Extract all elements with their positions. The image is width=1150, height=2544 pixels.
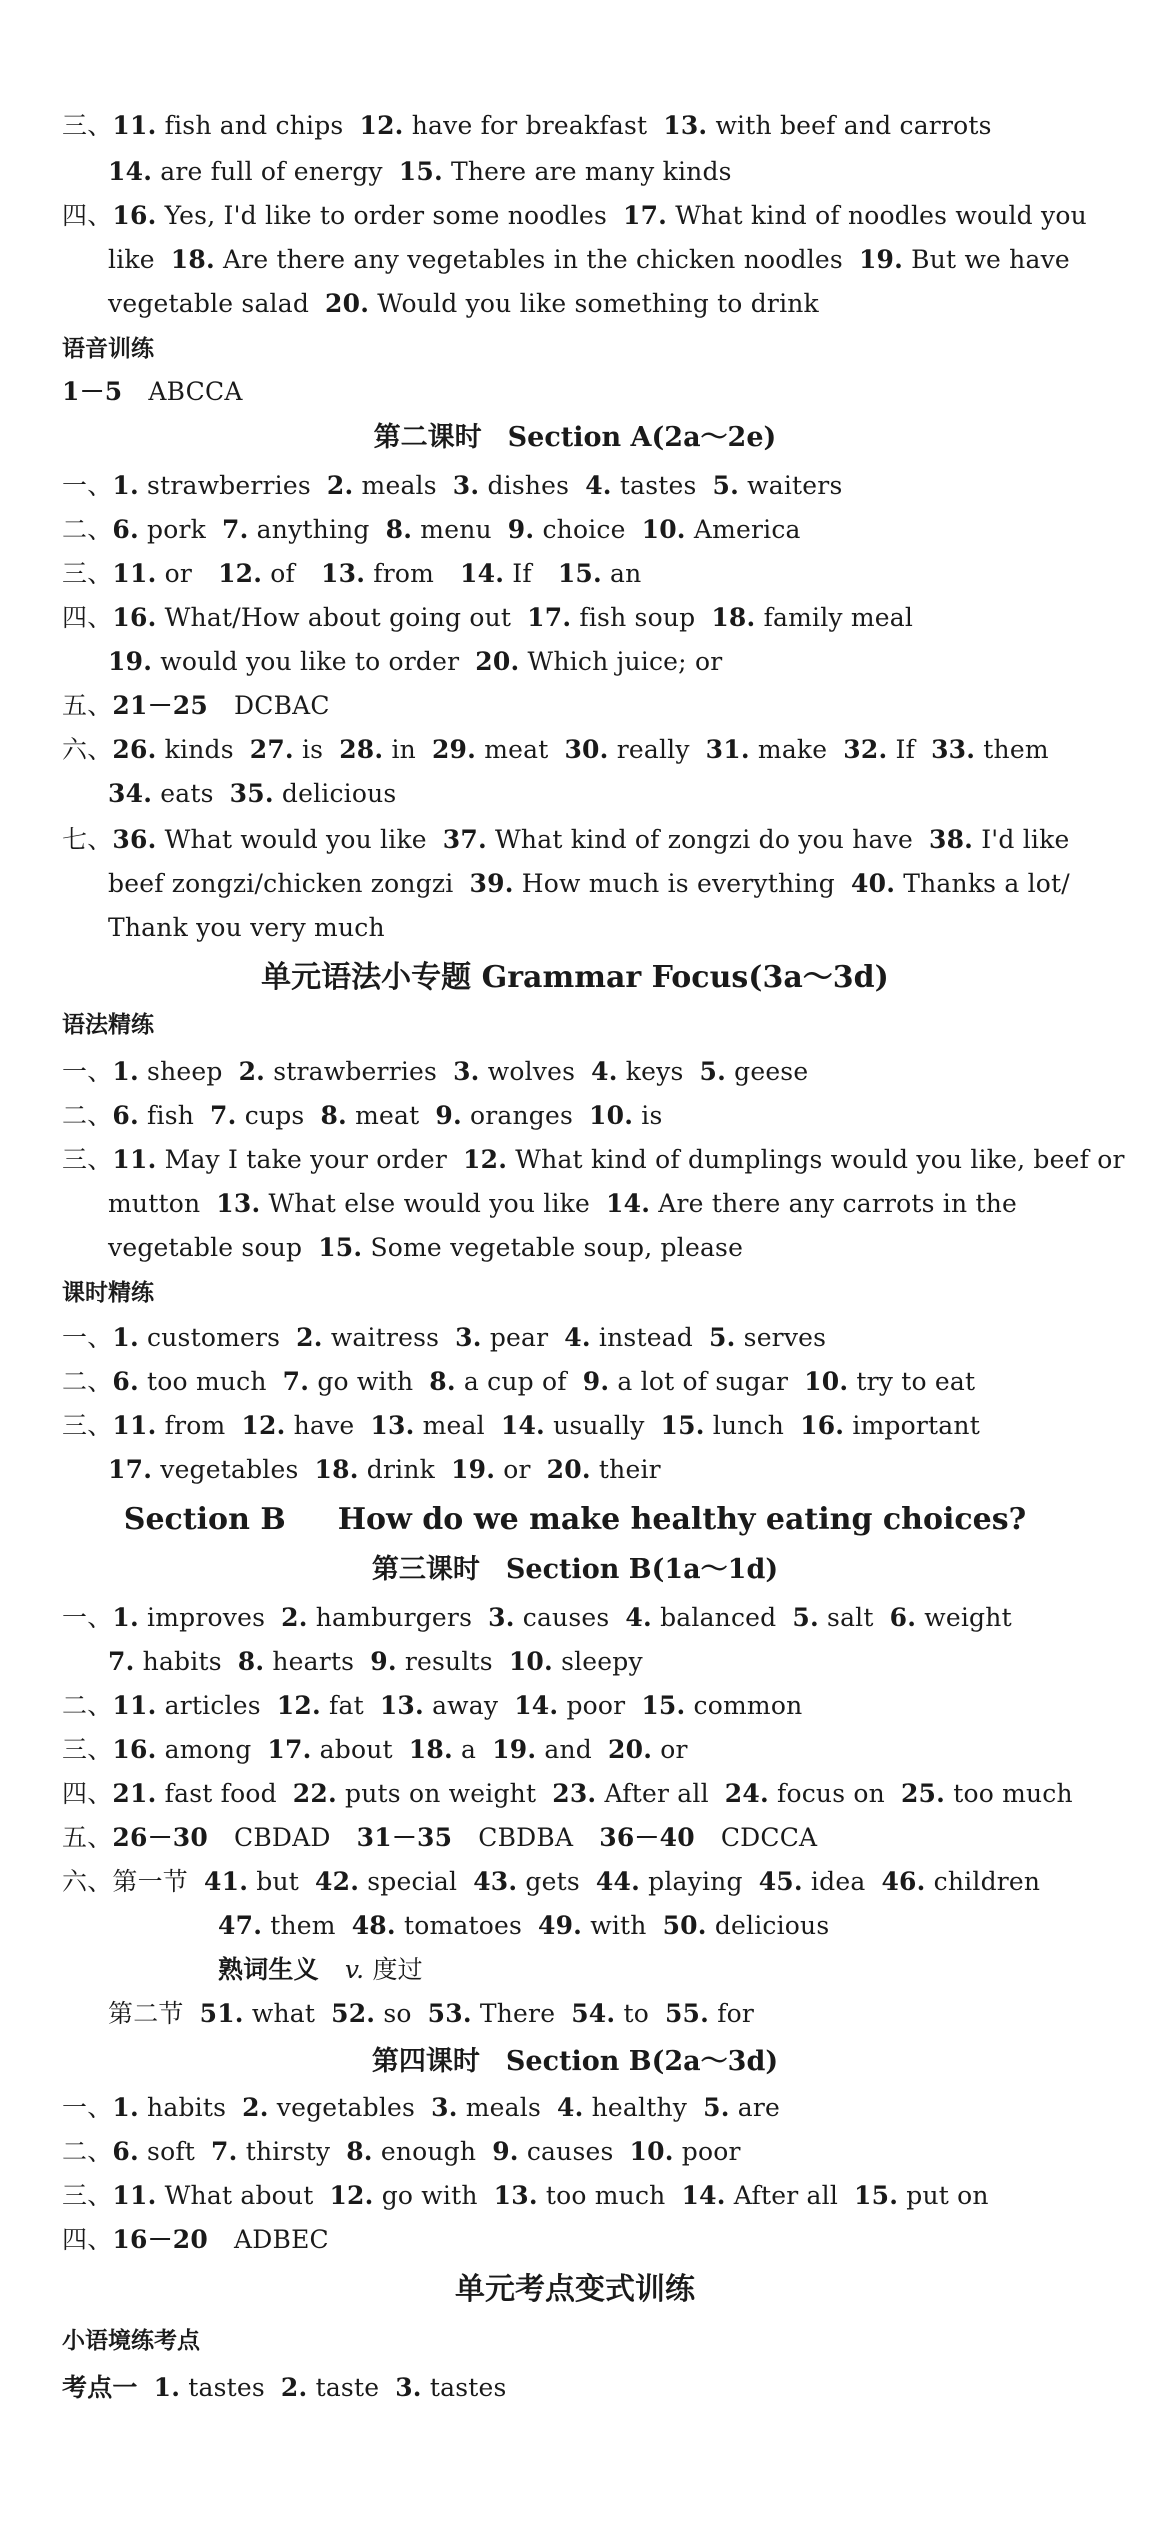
answer-line: 熟词生义 v. 度过	[218, 1955, 423, 1984]
answer-line: 六、26. kinds 27. is 28. in 29. meat 30. really 31. make 32. If 33. them	[62, 735, 1049, 764]
subsection-title: 小语境练考点	[62, 2328, 200, 2354]
answer-line: 二、6. pork 7. anything 8. menu 9. choice 10. America	[62, 515, 801, 544]
lesson-title: 第二课时 Section A(2a～2e)	[373, 422, 777, 453]
answer-line: 四、21. fast food 22. puts on weight 23. After all 24. focus on 25. too much	[62, 1779, 1073, 1808]
answer-line: 二、6. soft 7. thirsty 8. enough 9. causes 10. poor	[62, 2137, 741, 2166]
answer-line: 一、1. strawberries 2. meals 3. dishes 4. tastes 5. waiters	[62, 471, 843, 500]
answer-line: 一、1. customers 2. waitress 3. pear 4. instead 5. serves	[62, 1323, 827, 1352]
answer-line: 四、16. Yes, I'd like to order some noodles 17. What kind of noodles would you	[62, 201, 1087, 230]
answer-line: 五、21－25 DCBAC	[62, 691, 330, 720]
answer-line: 一、1. sheep 2. strawberries 3. wolves 4. keys 5. geese	[62, 1057, 809, 1086]
subsection-title: 语法精练	[62, 1012, 154, 1038]
unit-review-title: 单元考点变式训练	[455, 2272, 695, 2307]
answer-line: 三、11. What about 12. go with 13. too much 14. After all 15. put on	[62, 2181, 989, 2210]
answer-line: 考点一 1. tastes 2. taste 3. tastes	[62, 2373, 507, 2402]
answer-line: 四、16－20 ADBEC	[62, 2225, 329, 2254]
answer-line: 第二节 51. what 52. so 53. There 54. to 55. for	[108, 1999, 755, 2028]
answer-line: 五、26－30 CBDAD 31－35 CBDBA 36－40 CDCCA	[62, 1823, 818, 1852]
unit-grammar-title: 单元语法小专题 Grammar Focus(3a～3d)	[261, 960, 889, 995]
answer-line: 六、第一节 41. but 42. special 43. gets 44. playing 45. idea 46. children	[62, 1867, 1041, 1896]
section-b-title: Section B How do we make healthy eating choices?	[123, 1502, 1027, 1537]
answer-line: 二、6. fish 7. cups 8. meat 9. oranges 10. is	[62, 1101, 663, 1130]
answer-line: vegetable salad 20. Would you like something to drink	[108, 289, 819, 318]
answer-line: beef zongzi/chicken zongzi 39. How much is everything 40. Thanks a lot/	[108, 869, 1070, 898]
answer-line: 47. them 48. tomatoes 49. with 50. delicious	[218, 1911, 830, 1940]
answer-line: 7. habits 8. hearts 9. results 10. sleepy	[108, 1647, 643, 1676]
answer-line: vegetable soup 15. Some vegetable soup, please	[108, 1233, 744, 1262]
answer-line: 17. vegetables 18. drink 19. or 20. their	[108, 1455, 661, 1484]
lesson-title: 第三课时 Section B(1a～1d)	[371, 1554, 779, 1585]
answer-line: 19. would you like to order 20. Which juice; or	[108, 647, 723, 676]
answer-line: 二、11. articles 12. fat 13. away 14. poor 15. common	[62, 1691, 803, 1720]
answer-line: 1－5 ABCCA	[62, 377, 243, 406]
answer-line: 三、11. or 12. of 13. from 14. If 15. an	[62, 559, 642, 588]
answer-line: 四、16. What/How about going out 17. fish soup 18. family meal	[62, 603, 914, 632]
lesson-title: 第四课时 Section B(2a～3d)	[371, 2046, 779, 2077]
answer-line: 14. are full of energy 15. There are many kinds	[108, 157, 732, 186]
answer-line: mutton 13. What else would you like 14. Are there any carrots in the	[108, 1189, 1017, 1218]
answer-line: 三、16. among 17. about 18. a 19. and 20. or	[62, 1735, 688, 1764]
answer-line: 二、6. too much 7. go with 8. a cup of 9. a lot of sugar 10. try to eat	[62, 1367, 976, 1396]
answer-line: Thank you very much	[108, 913, 385, 942]
answer-line: 34. eats 35. delicious	[108, 779, 397, 808]
answer-line: 七、36. What would you like 37. What kind of zongzi do you have 38. I'd like	[62, 825, 1070, 854]
subsection-title: 课时精练	[62, 1280, 154, 1306]
answer-line: 三、11. from 12. have 13. meal 14. usually 15. lunch 16. important	[62, 1411, 980, 1440]
answer-line: like 18. Are there any vegetables in the chicken noodles 19. But we have	[108, 245, 1070, 274]
subsection-title: 语音训练	[62, 336, 154, 362]
answer-line: 一、1. improves 2. hamburgers 3. causes 4. balanced 5. salt 6. weight	[62, 1603, 1012, 1632]
answer-line: 一、1. habits 2. vegetables 3. meals 4. healthy 5. are	[62, 2093, 781, 2122]
answer-line: 三、11. fish and chips 12. have for breakfast 13. with beef and carrots	[62, 111, 992, 140]
answer-line: 三、11. May I take your order 12. What kind of dumplings would you like, beef or	[62, 1145, 1125, 1174]
